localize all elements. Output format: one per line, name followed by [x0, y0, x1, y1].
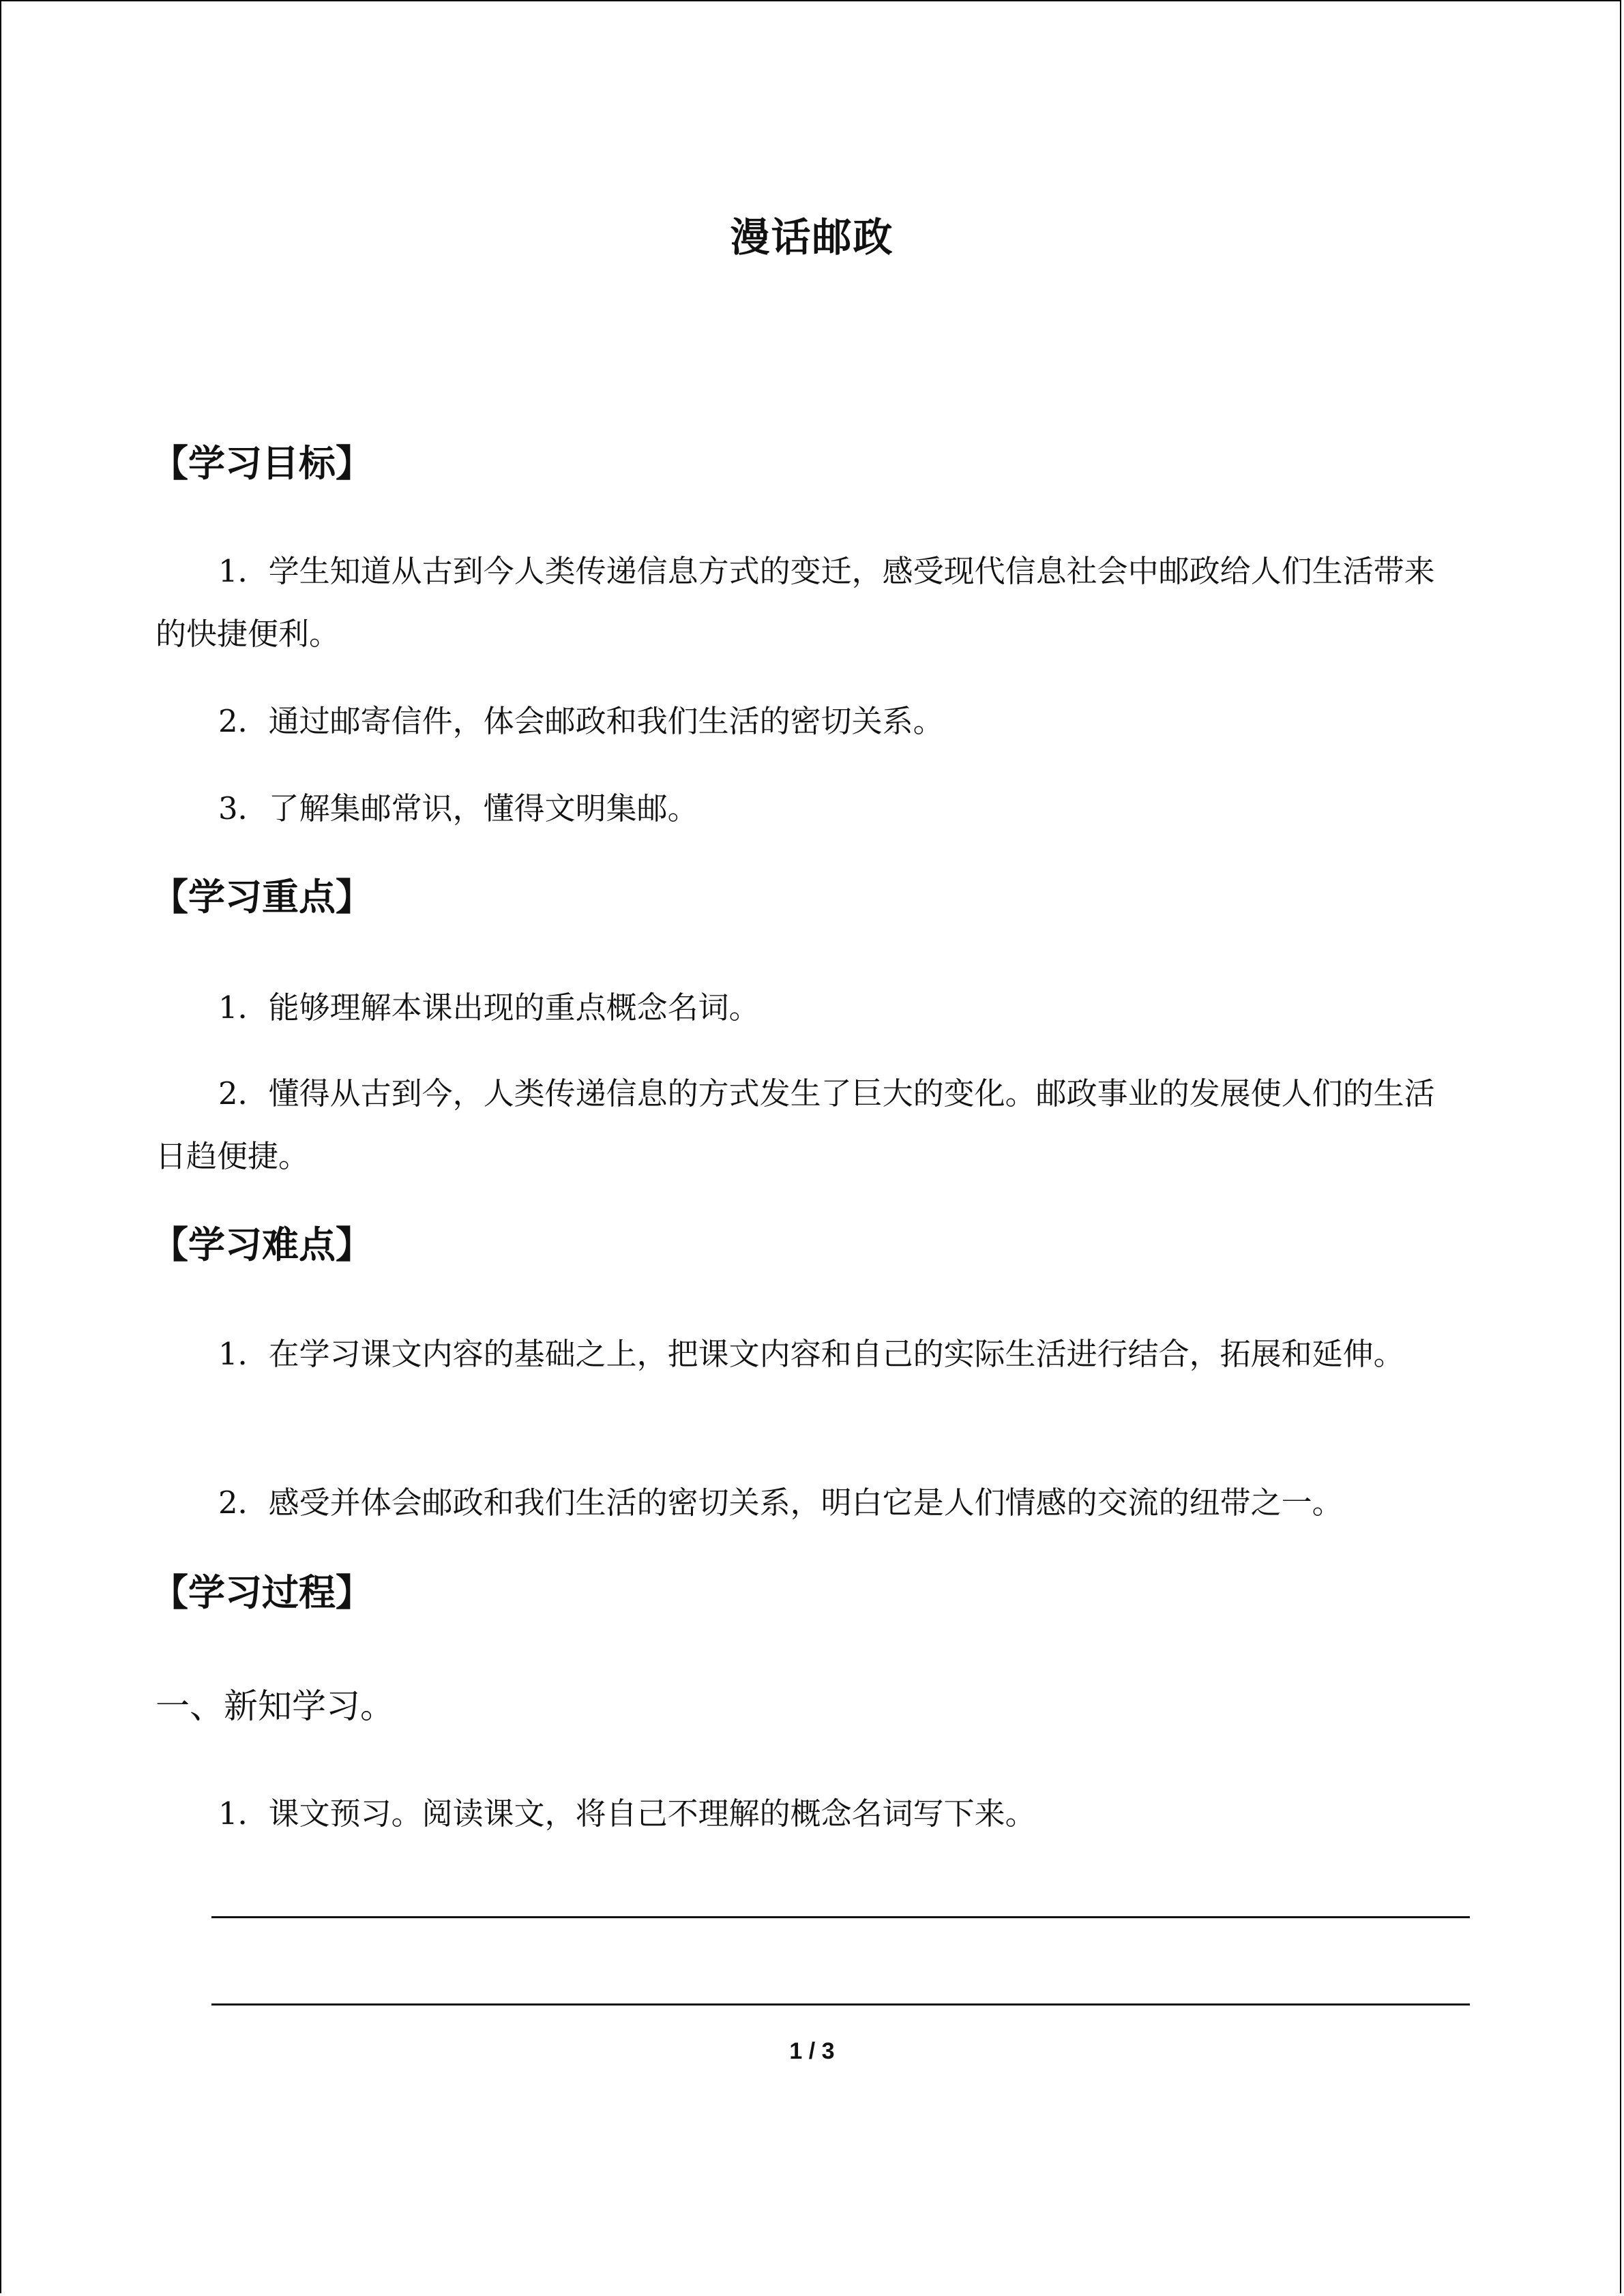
difficulty-item-1: 1．在学习课文内容的基础之上，把课文内容和自己的实际生活进行结合，拓展和延伸。 [218, 1336, 1404, 1372]
answer-line-2[interactable] [211, 2003, 1470, 2006]
heading-learning-goals: 【学习目标】 [151, 442, 372, 485]
process-item-1: 1．课文预习。阅读课文，将自己不理解的概念名词写下来。 [218, 1795, 1036, 1832]
goal-item-1: 1．学生知道从古到今人类传递信息方式的变迁，感受现代信息社会中邮政给人们生活带来的快捷便利。 [156, 553, 1435, 652]
heading-key-points: 【学习重点】 [151, 876, 372, 919]
heading-learning-process: 【学习过程】 [151, 1571, 372, 1614]
heading-difficulties: 【学习难点】 [151, 1223, 372, 1266]
page-number: 1 / 3 [789, 2038, 835, 2064]
section-new-knowledge: 一、新知学习。 [156, 1686, 394, 1726]
goal-item-2: 2．通过邮寄信件，体会邮政和我们生活的密切关系。 [218, 703, 944, 739]
key-point-item-1: 1．能够理解本课出现的重点概念名词。 [218, 989, 760, 1026]
key-point-item-2: 2．懂得从古到今，人类传递信息的方式发生了巨大的变化。邮政事业的发展使人们的生活日趋便捷。 [156, 1075, 1435, 1174]
answer-line-1[interactable] [211, 1916, 1470, 1918]
page-title: 漫话邮政 [730, 214, 894, 260]
goal-item-3: 3．了解集邮常识，懂得文明集邮。 [218, 790, 698, 826]
difficulty-item-2: 2．感受并体会邮政和我们生活的密切关系，明白它是人们情感的交流的纽带之一。 [218, 1485, 1343, 1521]
